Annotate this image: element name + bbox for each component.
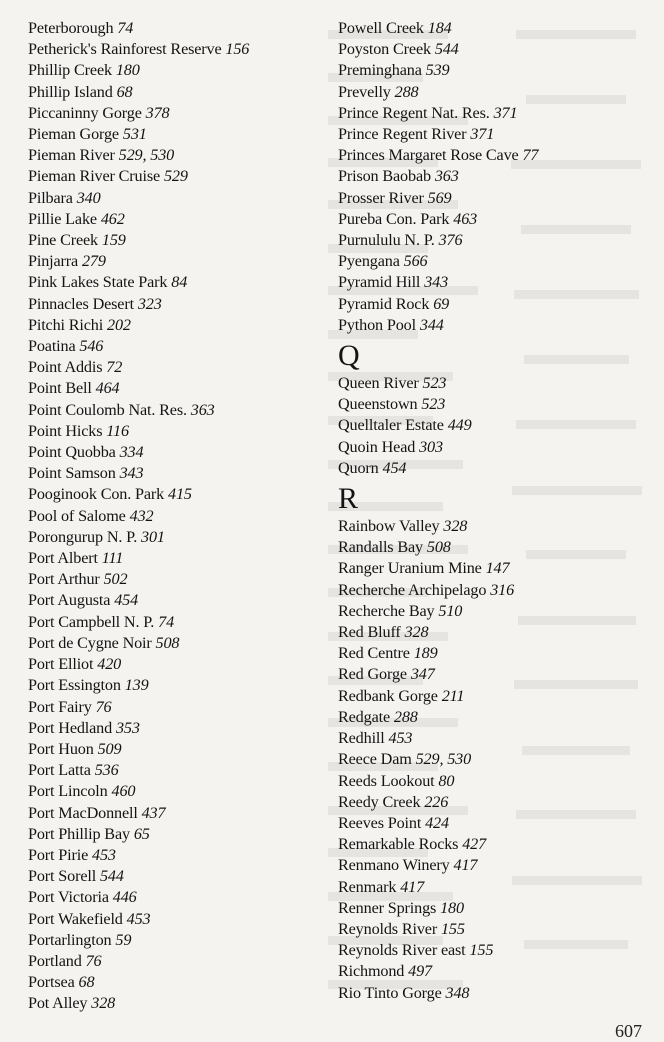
entry-name: Quoin Head: [338, 437, 416, 456]
entry-pages: 437: [141, 803, 166, 822]
entry-pages: 76: [85, 951, 102, 970]
section-letter-q: Q: [338, 339, 360, 373]
entry-name: Reedy Creek: [338, 792, 421, 811]
index-entry: [338, 516, 654, 537]
index-entry: [338, 855, 654, 876]
entry-pages: 211: [441, 686, 465, 705]
entry-pages: 301: [141, 527, 165, 546]
entry-pages: 569: [427, 188, 452, 207]
entry-name: Prince Regent Nat. Res.: [338, 103, 490, 122]
entry-name: Rio Tinto Gorge: [338, 983, 442, 1002]
entry-name: Port de Cygne Noir: [28, 633, 152, 652]
index-entry: [338, 188, 654, 209]
entry-pages: 531: [122, 125, 147, 144]
index-entry: [28, 993, 328, 1014]
entry-pages: 363: [434, 167, 459, 186]
entry-name: Poyston Creek: [338, 40, 431, 59]
entry-name: Preminghana: [338, 61, 422, 80]
entry-pages: 376: [438, 231, 463, 250]
entry-name: Port Pirie: [28, 845, 89, 864]
entry-pages: 464: [95, 379, 120, 398]
entry-name: Port Fairy: [28, 697, 92, 716]
entry-name: Red Bluff: [338, 623, 401, 642]
entry-pages: 288: [394, 82, 419, 101]
index-entry: [28, 39, 328, 60]
index-entry: [28, 124, 328, 145]
index-entry: [28, 760, 328, 781]
index-entry: [338, 792, 654, 813]
entry-pages: 509: [97, 739, 122, 758]
index-entry: [338, 686, 654, 707]
index-column-right: [338, 18, 654, 1004]
page-number: 607: [615, 1021, 642, 1041]
index-entry: [28, 527, 328, 548]
entry-pages: 68: [116, 82, 133, 101]
entry-name: Red Gorge: [338, 665, 407, 684]
entry-pages: 316: [490, 580, 515, 599]
entry-pages: 180: [115, 61, 140, 80]
index-column-left: [28, 18, 328, 1015]
entry-name: Pink Lakes State Park: [28, 273, 168, 292]
entry-name: Prison Baobab: [338, 167, 431, 186]
entry-name: Point Addis: [28, 358, 103, 377]
entry-pages: 116: [106, 421, 129, 440]
index-entry: [338, 230, 654, 251]
index-entry: [28, 400, 328, 421]
entry-pages: 348: [445, 983, 470, 1002]
entry-pages: 454: [382, 458, 407, 477]
index-entry: [28, 845, 328, 866]
entry-name: Remarkable Rocks: [338, 835, 459, 854]
entry-pages: 111: [101, 549, 124, 568]
entry-pages: 460: [111, 782, 136, 801]
entry-name: Piccaninny Gorge: [28, 103, 142, 122]
index-entry: [338, 458, 654, 479]
entry-pages: 74: [158, 612, 175, 631]
index-entry: [28, 230, 328, 251]
index-entry: [28, 781, 328, 802]
entry-pages: 566: [403, 252, 428, 271]
entry-name: Reece Dam: [338, 750, 412, 769]
entry-pages: 417: [453, 856, 478, 875]
index-entry: [338, 983, 654, 1004]
index-entry: [338, 749, 654, 770]
entry-name: Renner Springs: [338, 898, 437, 917]
entry-name: Red Centre: [338, 644, 410, 663]
entry-pages: 77: [522, 146, 539, 165]
index-entry: [28, 972, 328, 993]
entry-pages: 453: [388, 729, 413, 748]
entry-name: Peterborough: [28, 19, 114, 37]
entry-pages: 523: [422, 374, 447, 393]
index-entry: [28, 18, 328, 39]
index-entry: [28, 484, 328, 505]
index-entry: [338, 294, 654, 315]
index-entry: [338, 707, 654, 728]
entry-pages: 189: [413, 644, 438, 663]
index-entry: [338, 209, 654, 230]
entry-name: Port Arthur: [28, 570, 100, 589]
entry-name: Port Phillip Bay: [28, 824, 130, 843]
entry-pages: 415: [168, 485, 192, 504]
entry-name: Pitchi Richi: [28, 315, 104, 334]
entry-pages: 529: [163, 167, 188, 186]
entry-name: Port Victoria: [28, 888, 109, 907]
entry-pages: 502: [103, 570, 128, 589]
entry-pages: 343: [424, 273, 449, 292]
entry-name: Queenstown: [338, 395, 418, 414]
entry-pages: 417: [400, 877, 425, 896]
index-entry: [28, 315, 328, 336]
entry-name: Prosser River: [338, 188, 424, 207]
entry-name: Recherche Bay: [338, 601, 435, 620]
entry-name: Reynolds River: [338, 919, 438, 938]
index-entry: [338, 622, 654, 643]
entry-name: Prevelly: [338, 82, 391, 101]
entry-pages: 463: [453, 209, 478, 228]
index-entry: [338, 145, 654, 166]
entry-name: Port Campbell N. P.: [28, 612, 155, 631]
index-entry: [338, 18, 654, 39]
entry-name: Port Elliot: [28, 655, 94, 674]
entry-pages: 427: [462, 835, 487, 854]
entry-name: Reeves Point: [338, 813, 422, 832]
entry-name: Reeds Lookout: [338, 771, 435, 790]
entry-name: Phillip Island: [28, 82, 113, 101]
entry-name: Pyramid Hill: [338, 273, 421, 292]
index-entry: [28, 697, 328, 718]
entry-name: Powell Creek: [338, 19, 424, 37]
entry-pages: 420: [97, 655, 122, 674]
index-entry: [28, 166, 328, 187]
entry-pages: 508: [155, 633, 180, 652]
entry-name: Pieman River Cruise: [28, 167, 161, 186]
entry-name: Queen River: [338, 374, 419, 393]
entry-name: Renmano Winery: [338, 856, 450, 875]
entry-name: Ranger Uranium Mine: [338, 559, 482, 578]
entry-pages: 449: [447, 416, 472, 435]
entry-name: Pinjarra: [28, 252, 79, 271]
entry-name: Portsea: [28, 973, 75, 992]
entry-name: Phillip Creek: [28, 61, 112, 80]
index-entry: [28, 930, 328, 951]
index-entry: [28, 463, 328, 484]
entry-name: Pureba Con. Park: [338, 209, 450, 228]
index-entry: [338, 940, 654, 961]
index-entry: [338, 82, 654, 103]
entry-name: Port Wakefield: [28, 909, 123, 928]
entry-name: Redbank Gorge: [338, 686, 438, 705]
index-entry: [28, 145, 328, 166]
entry-name: Port MacDonnell: [28, 803, 138, 822]
entry-name: Port Lincoln: [28, 782, 108, 801]
entry-name: Port Latta: [28, 761, 91, 780]
entry-pages: 68: [78, 973, 95, 992]
index-entry: [338, 813, 654, 834]
entry-name: Port Hedland: [28, 718, 113, 737]
entry-pages: 84: [171, 273, 188, 292]
entry-name: Port Essington: [28, 676, 121, 695]
index-entry: [28, 421, 328, 442]
index-entry: [28, 803, 328, 824]
entry-pages: 347: [410, 665, 435, 684]
entry-pages: 59: [115, 930, 132, 949]
index-entry: [338, 601, 654, 622]
entry-pages: 156: [225, 40, 250, 59]
index-entry: [28, 569, 328, 590]
index-entry: [338, 315, 654, 336]
index-entry: [28, 718, 328, 739]
entry-name: Port Sorell: [28, 867, 97, 886]
index-entry: [28, 824, 328, 845]
entry-name: Princes Margaret Rose Cave: [338, 146, 519, 165]
index-entry: [338, 251, 654, 272]
entry-pages: 159: [101, 231, 126, 250]
index-entry: [28, 272, 328, 293]
entry-pages: 69: [433, 294, 450, 313]
entry-name: Pool of Salome: [28, 506, 126, 525]
index-entry: [338, 537, 654, 558]
entry-pages: 72: [106, 358, 123, 377]
entry-pages: 303: [419, 437, 443, 456]
entry-name: Quelltaler Estate: [338, 416, 444, 435]
index-entry: [28, 590, 328, 611]
entry-pages: 523: [421, 395, 446, 414]
entry-name: Pine Creek: [28, 231, 98, 250]
index-entry: [28, 506, 328, 527]
index-entry: [28, 442, 328, 463]
entry-pages: 74: [117, 19, 134, 37]
entry-pages: 202: [107, 315, 131, 334]
entry-name: Pooginook Con. Park: [28, 485, 165, 504]
entry-name: Point Samson: [28, 464, 116, 483]
entry-name: Redhill: [338, 729, 385, 748]
index-entry: [28, 82, 328, 103]
entry-name: Point Coulomb Nat. Res.: [28, 400, 187, 419]
index-entry: [338, 39, 654, 60]
entry-name: Pyramid Rock: [338, 294, 430, 313]
index-entry: [28, 336, 328, 357]
index-entry: [338, 664, 654, 685]
entry-name: Quorn: [338, 458, 379, 477]
entry-pages: 497: [408, 962, 432, 981]
index-entry: [338, 373, 654, 394]
entry-name: Point Quobba: [28, 443, 116, 462]
index-entry: [28, 294, 328, 315]
index-entry: [28, 866, 328, 887]
entry-name: Pieman Gorge: [28, 125, 119, 144]
index-entry: [338, 166, 654, 187]
entry-pages: 139: [124, 676, 149, 695]
entry-name: Poatina: [28, 337, 76, 356]
entry-pages: 462: [100, 209, 125, 228]
entry-pages: 510: [438, 601, 463, 620]
entry-name: Porongurup N. P.: [28, 527, 138, 546]
index-entry: [338, 898, 654, 919]
index-entry: [338, 728, 654, 749]
entry-pages: 371: [470, 125, 495, 144]
index-entry: [28, 887, 328, 908]
entry-name: Reynolds River east: [338, 941, 466, 960]
entry-pages: 344: [419, 315, 444, 334]
index-entry: [28, 251, 328, 272]
entry-pages: 180: [440, 898, 464, 917]
entry-pages: 539: [425, 61, 450, 80]
entry-name: Point Hicks: [28, 421, 103, 440]
index-entry: [28, 739, 328, 760]
index-entry: [28, 357, 328, 378]
entry-name: Purnululu N. P.: [338, 231, 435, 250]
entry-pages: 334: [119, 443, 144, 462]
index-entry: [338, 877, 654, 898]
entry-name: Port Augusta: [28, 591, 111, 610]
entry-pages: 424: [425, 813, 449, 832]
entry-pages: 378: [145, 103, 170, 122]
entry-name: Recherche Archipelago: [338, 580, 487, 599]
entry-name: Pilbara: [28, 188, 73, 207]
entry-pages: 80: [438, 771, 455, 790]
index-entry: [28, 209, 328, 230]
entry-pages: 328: [91, 994, 116, 1013]
entry-pages: 453: [126, 909, 151, 928]
index-entry: [338, 437, 654, 458]
entry-pages: 155: [469, 941, 494, 960]
entry-pages: 371: [493, 103, 518, 122]
entry-pages: 544: [434, 40, 459, 59]
entry-pages: 454: [114, 591, 139, 610]
entry-pages: 343: [119, 464, 144, 483]
entry-name: Petherick's Rainforest Reserve: [28, 40, 222, 59]
index-entry: [338, 558, 654, 579]
index-entry: [338, 961, 654, 982]
entry-name: Prince Regent River: [338, 125, 467, 144]
entry-pages: 529, 530: [415, 750, 472, 769]
index-entry: [28, 188, 328, 209]
entry-name: Port Albert: [28, 549, 98, 568]
index-entry: [28, 548, 328, 569]
index-section-p-continued: [338, 18, 654, 336]
index-entry: [28, 612, 328, 633]
entry-pages: 226: [424, 792, 449, 811]
entry-pages: 544: [99, 867, 124, 886]
index-entry: [338, 919, 654, 940]
entry-name: Port Huon: [28, 739, 94, 758]
entry-pages: 147: [485, 559, 510, 578]
entry-pages: 363: [190, 400, 215, 419]
index-entry: [28, 909, 328, 930]
entry-pages: 323: [137, 294, 162, 313]
index-entry: [338, 643, 654, 664]
index-entry: [28, 654, 328, 675]
index-entry: [338, 60, 654, 81]
index-entry: [28, 675, 328, 696]
entry-pages: 536: [94, 761, 119, 780]
entry-name: Pieman River: [28, 146, 115, 165]
entry-name: Pillie Lake: [28, 209, 97, 228]
entry-pages: 446: [112, 888, 137, 907]
index-entry: [338, 771, 654, 792]
entry-pages: 76: [95, 697, 112, 716]
entry-name: Rainbow Valley: [338, 517, 440, 536]
entry-pages: 279: [81, 252, 106, 271]
entry-pages: 432: [129, 506, 154, 525]
section-letter-r: R: [338, 482, 358, 516]
entry-name: Point Bell: [28, 379, 92, 398]
index-entry: [28, 633, 328, 654]
index-entry: [28, 951, 328, 972]
index-entry: [338, 103, 654, 124]
entry-pages: 529, 530: [118, 146, 175, 165]
entry-name: Portarlington: [28, 930, 112, 949]
index-section-r: [338, 516, 654, 1004]
index-entry: [338, 124, 654, 145]
entry-name: Renmark: [338, 877, 397, 896]
index-entry: [28, 60, 328, 81]
entry-pages: 65: [133, 824, 150, 843]
entry-pages: 328: [443, 517, 468, 536]
entry-pages: 340: [76, 188, 101, 207]
entry-name: Richmond: [338, 962, 405, 981]
entry-pages: 184: [427, 19, 452, 37]
entry-name: Portland: [28, 951, 82, 970]
entry-name: Redgate: [338, 707, 390, 726]
entry-pages: 453: [92, 845, 116, 864]
entry-pages: 155: [440, 919, 465, 938]
entry-name: Python Pool: [338, 315, 416, 334]
entry-name: Randalls Bay: [338, 538, 423, 557]
entry-name: Pyengana: [338, 252, 400, 271]
index-section-q: [338, 373, 654, 479]
index-entry: [338, 834, 654, 855]
index-entry: [338, 580, 654, 601]
entry-name: Pinnacles Desert: [28, 294, 134, 313]
index-entry: [338, 415, 654, 436]
entry-pages: 328: [404, 623, 429, 642]
entry-pages: 546: [79, 337, 104, 356]
index-entry: [338, 272, 654, 293]
index-entry: [338, 394, 654, 415]
index-entry: [28, 103, 328, 124]
entry-pages: 353: [115, 718, 140, 737]
entry-pages: 288: [393, 707, 418, 726]
index-entry: [28, 378, 328, 399]
entry-name: Pot Alley: [28, 994, 88, 1013]
entry-pages: 508: [426, 538, 451, 557]
